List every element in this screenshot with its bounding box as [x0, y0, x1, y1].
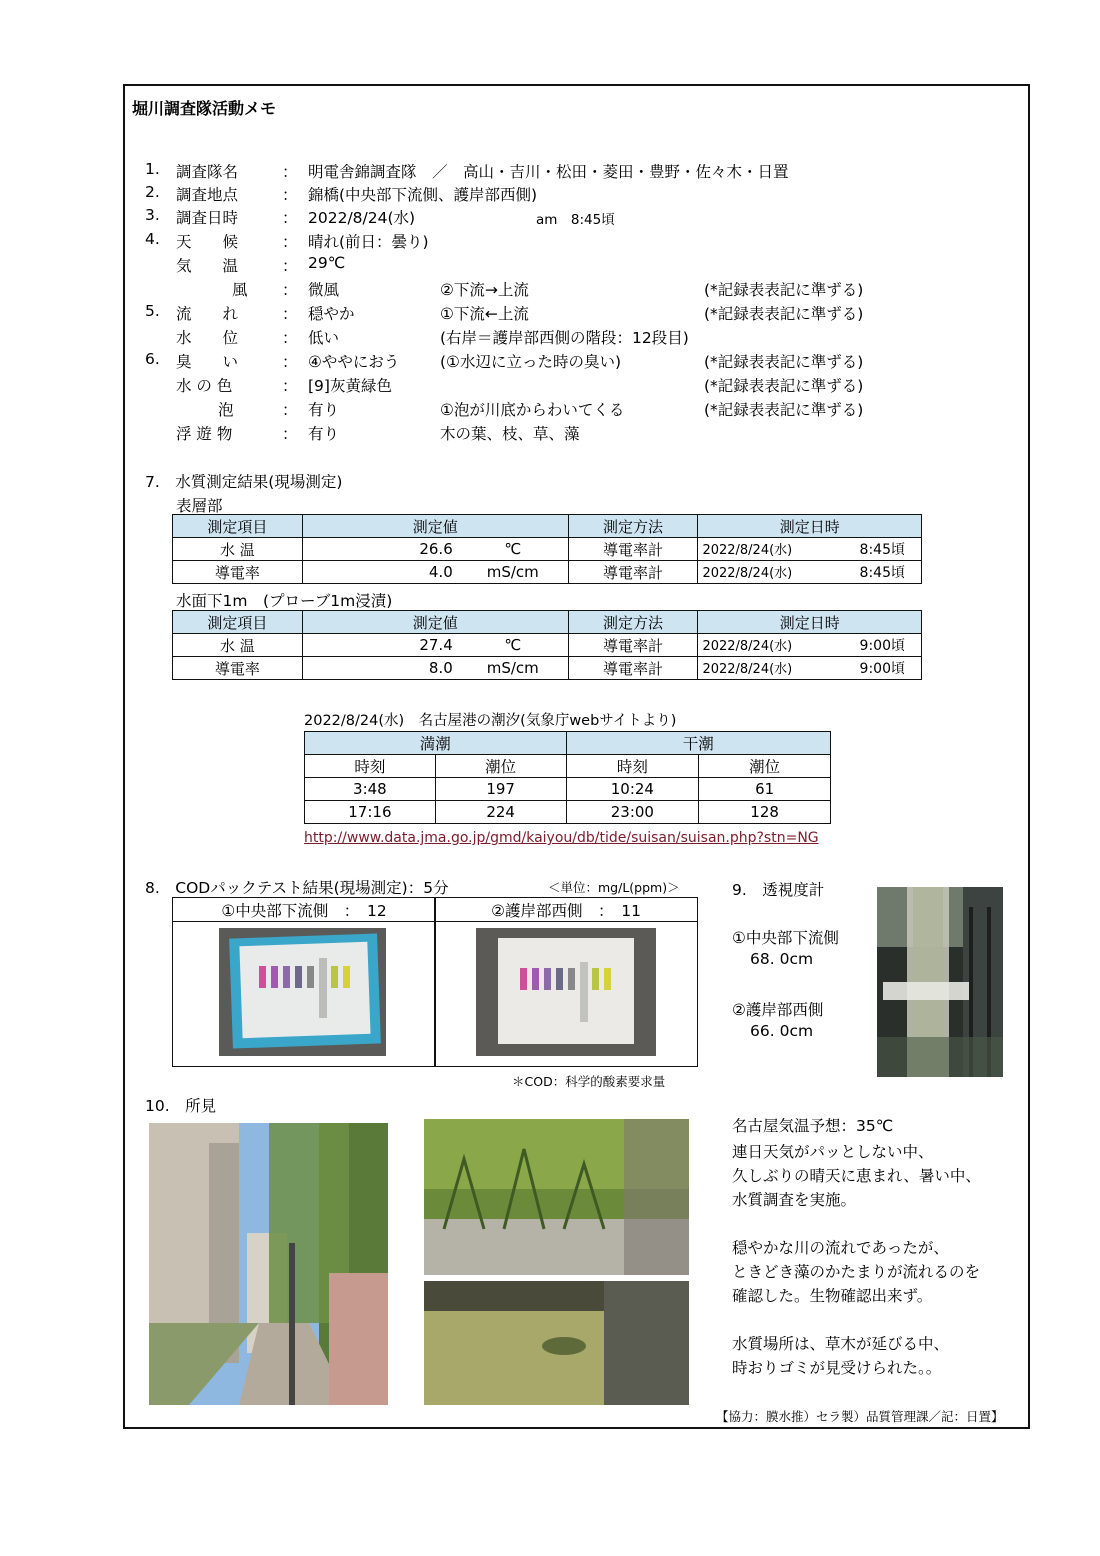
row-method: 導電率計 [568, 561, 698, 584]
value-unit: ℃ [504, 636, 522, 654]
value-number: 8.0 [428, 659, 453, 677]
item-smell-label: 臭 い [176, 353, 239, 371]
item-smell-value: ④ややにおう [308, 353, 400, 371]
item-datetime-sep: ： [282, 209, 298, 227]
row-value [302, 561, 568, 584]
item-weather-num: 4. [145, 230, 160, 248]
item-float-extra: 木の葉、枝、草、藻 [440, 425, 580, 443]
item-datetime-value: 2022/8/24(水) [308, 209, 416, 227]
item-smell-note: (*記録表表記に準ずる) [704, 353, 864, 371]
table-row [173, 538, 922, 561]
item-datetime-num: 3. [145, 206, 160, 224]
transparency-heading: 9. 透視度計 [732, 881, 825, 899]
date-text: 2022/8/24(水) [702, 566, 793, 581]
value-unit: mS/cm [486, 563, 539, 581]
cod-center-photo [219, 928, 386, 1056]
cod-footnote: ＊COD：科学的酸素要求量 [512, 1074, 666, 1089]
date-text: 2022/8/24(水) [702, 662, 793, 677]
item-level-sep: ： [282, 329, 298, 347]
item-flow-sep: ： [282, 305, 298, 323]
findings-line: 名古屋気温予想：35℃ [732, 1117, 894, 1135]
header-value: 測定値 [302, 611, 568, 634]
date-text: 2022/8/24(水) [702, 543, 793, 558]
findings-heading: 10. 所見 [145, 1097, 217, 1115]
high-time: 17:16 [305, 801, 436, 824]
value-number: 27.4 [419, 636, 453, 654]
findings-line: 連日天気がパッとしない中、 [732, 1143, 934, 1161]
low-time: 10:24 [566, 778, 699, 801]
depth-table-header [173, 611, 922, 634]
high-level: 197 [435, 778, 566, 801]
item-wind-sep: ： [282, 281, 298, 299]
date-text: 2022/8/24(水) [702, 639, 793, 654]
cod-unit: ＜単位：mg/L(ppm)＞ [548, 880, 680, 895]
tide-group-header [305, 732, 831, 755]
item-level-value: 低い [308, 329, 340, 347]
row-item: 水 温 [173, 538, 303, 561]
cod-heading: 8. CODパックテスト結果(現場測定)：5分 [145, 879, 449, 897]
header-item: 測定項目 [173, 611, 303, 634]
item-weather-sep: ： [282, 233, 298, 251]
transparency-west-label: ②護岸部西側 [732, 1001, 824, 1019]
item-flow-label: 流 れ [176, 305, 239, 323]
findings-street-photo [149, 1123, 388, 1405]
header-method: 測定方法 [568, 611, 698, 634]
item-smell-num: 6. [145, 350, 160, 368]
cod-west-label: ②護岸部西側 ： 11 [491, 902, 641, 920]
tide-table [304, 731, 831, 824]
item-datetime-label: 調査日時 [176, 209, 239, 227]
time-text: 8:45頃 [859, 565, 905, 581]
water-quality-heading: 7. 水質測定結果(現場測定) [145, 473, 343, 491]
value-number: 4.0 [428, 563, 453, 581]
item-datetime-time: am 8:45頃 [536, 212, 615, 228]
high-level-header: 潮位 [435, 755, 566, 778]
item-foam-extra: ①泡が川底からわいてくる [440, 401, 625, 419]
item-weather-value: 晴れ(前日：曇り) [308, 233, 429, 251]
table-row [173, 634, 922, 657]
row-date [698, 561, 922, 584]
findings-line: 久しぶりの晴天に恵まれ、暑い中、 [732, 1167, 981, 1185]
value-number: 26.6 [419, 540, 453, 558]
table-row [173, 561, 922, 584]
item-foam-label: 泡 [218, 401, 234, 419]
item-location-num: 2. [145, 183, 160, 201]
row-date [698, 538, 922, 561]
table-row [305, 778, 831, 801]
item-flow-num: 5. [145, 302, 160, 320]
item-foam-note: (*記録表表記に準ずる) [704, 401, 864, 419]
row-item: 水 温 [173, 634, 303, 657]
tide-caption: 2022/8/24(水) 名古屋港の潮汐(気象庁webサイトより) [304, 713, 677, 729]
surface-label: 表層部 [176, 497, 223, 515]
findings-line: 確認した。生物確認出来ず。 [732, 1287, 933, 1305]
low-time-header: 時刻 [566, 755, 699, 778]
time-text: 9:00頃 [859, 638, 905, 654]
item-temp-sep: ： [282, 257, 298, 275]
value-unit: ℃ [504, 540, 522, 558]
cod-west-photo [476, 928, 656, 1056]
findings-line: 水質場所は、草木が延びる中、 [732, 1335, 950, 1353]
header-date: 測定日時 [698, 611, 922, 634]
low-level: 128 [699, 801, 831, 824]
findings-line: ときどき藻のかたまりが流れるのを [732, 1263, 981, 1281]
cod-center-label: ①中央部下流側 ： 12 [221, 902, 387, 920]
high-tide-header: 満潮 [305, 732, 567, 755]
item-level-label: 水 位 [176, 329, 239, 347]
surface-table-header [173, 515, 922, 538]
low-tide-header: 干潮 [566, 732, 831, 755]
item-wind-value: 微風 [308, 281, 340, 299]
item-color-value: [9]灰黄緑色 [308, 377, 392, 395]
item-location-value: 錦橋(中央部下流側、護岸部西側) [308, 186, 538, 204]
surface-table [172, 514, 922, 584]
item-temp-label: 気 温 [176, 257, 239, 275]
tide-col-header [305, 755, 831, 778]
findings-river-photo [424, 1281, 689, 1405]
transparency-west-value: 66. 0cm [750, 1022, 814, 1040]
item-wind-note: (*記録表表記に準ずる) [704, 281, 864, 299]
findings-line: 水質調査を実施。 [732, 1191, 857, 1209]
low-level-header: 潮位 [699, 755, 831, 778]
depth-label: 水面下1m (プローブ1m浸漬) [176, 592, 393, 610]
high-level: 224 [435, 801, 566, 824]
row-value [302, 634, 568, 657]
high-time-header: 時刻 [305, 755, 436, 778]
memo-title: 堀川調査隊活動メモ [132, 99, 277, 118]
item-float-label: 浮 遊 物 [176, 425, 233, 443]
findings-grass-photo [424, 1119, 689, 1275]
low-time: 23:00 [566, 801, 699, 824]
time-text: 9:00頃 [859, 661, 905, 677]
item-weather-label: 天 候 [176, 233, 239, 251]
row-item: 導電率 [173, 561, 303, 584]
item-team-num: 1. [145, 160, 160, 178]
table-row [305, 801, 831, 824]
item-wind-extra: ②下流→上流 [440, 281, 529, 299]
item-team-label: 調査隊名 [176, 163, 239, 181]
item-temp-value: 29℃ [308, 254, 346, 272]
row-date [698, 657, 922, 680]
header-date: 測定日時 [698, 515, 922, 538]
row-date [698, 634, 922, 657]
time-text: 8:45頃 [859, 542, 905, 558]
tide-source-link[interactable]: http://www.data.jma.go.jp/gmd/kaiyou/db/tide/suisan/suisan.php?stn=NG [304, 830, 819, 846]
low-level: 61 [699, 778, 831, 801]
row-value [302, 657, 568, 680]
transparency-photo [877, 887, 1003, 1077]
item-team-sep: ： [282, 163, 298, 181]
row-method: 導電率計 [568, 657, 698, 680]
row-method: 導電率計 [568, 538, 698, 561]
findings-line: 穏やかな川の流れであったが、 [732, 1239, 949, 1257]
transparency-center-label: ①中央部下流側 [732, 929, 839, 947]
item-color-note: (*記録表表記に準ずる) [704, 377, 864, 395]
row-value [302, 538, 568, 561]
item-foam-value: 有り [308, 401, 340, 419]
item-wind-label: 風 [232, 281, 248, 299]
depth-table [172, 610, 922, 680]
item-smell-extra: (①水辺に立った時の臭い) [440, 353, 621, 371]
item-location-label: 調査地点 [176, 186, 239, 204]
header-method: 測定方法 [568, 515, 698, 538]
findings-line: 時おりゴミが見受けられた。。 [732, 1359, 942, 1377]
item-team-value: 明電舎錦調査隊 ／ 高山・吉川・松田・菱田・豊野・佐々木・日置 [308, 163, 789, 181]
table-row [173, 657, 922, 680]
item-float-value: 有り [308, 425, 340, 443]
value-unit: mS/cm [486, 659, 539, 677]
transparency-center-value: 68. 0cm [750, 950, 814, 968]
header-item: 測定項目 [173, 515, 303, 538]
row-item: 導電率 [173, 657, 303, 680]
item-flow-value: 穏やか [308, 305, 355, 323]
item-color-sep: ： [282, 377, 298, 395]
credit-line: 【協力：膜水推）セラ製）品質管理課／記：日置】 [716, 1409, 1004, 1424]
item-color-label: 水 の 色 [176, 377, 233, 395]
item-flow-extra: ①下流←上流 [440, 305, 529, 323]
high-time: 3:48 [305, 778, 436, 801]
item-foam-sep: ： [282, 401, 298, 419]
item-location-sep: ： [282, 186, 298, 204]
item-flow-note: (*記録表表記に準ずる) [704, 305, 864, 323]
row-method: 導電率計 [568, 634, 698, 657]
item-level-extra: (右岸＝護岸部西側の階段：12段目) [440, 329, 689, 347]
item-float-sep: ： [282, 425, 298, 443]
item-smell-sep: ： [282, 353, 298, 371]
header-value: 測定値 [302, 515, 568, 538]
